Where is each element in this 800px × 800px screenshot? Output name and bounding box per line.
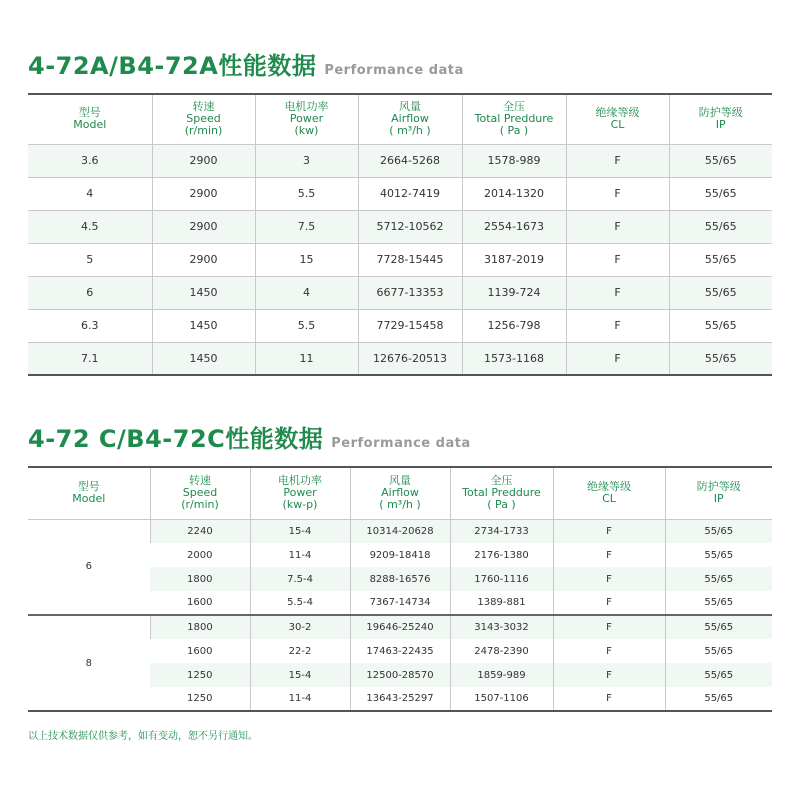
table-cell: 4 <box>28 177 152 210</box>
table-cell: 2000 <box>187 549 213 561</box>
column-header-en: Total Preddure <box>462 486 541 500</box>
table-cell: 12500-28570 <box>350 663 450 687</box>
table-cell: F <box>553 591 665 615</box>
table-cell: 7.1 <box>28 342 152 375</box>
table-cell: 55/65 <box>665 663 772 687</box>
table-cell: F <box>566 276 669 309</box>
table-cell: 55/65 <box>669 243 772 276</box>
table-cell: F <box>566 177 669 210</box>
column-header-en: CL <box>602 492 616 506</box>
table-cell: 55/65 <box>669 276 772 309</box>
column-header-cn: 型号 <box>78 106 101 120</box>
column-header-unit: ( Pa ) <box>499 124 529 138</box>
table-row <box>28 519 772 543</box>
table-cell: 5.5 <box>255 177 358 210</box>
table-cell: 15 <box>255 243 358 276</box>
table-header-row <box>28 467 772 519</box>
column-header <box>553 467 665 519</box>
section1-title <box>28 46 464 81</box>
table-cell: 1800 <box>150 615 250 639</box>
section2-title <box>28 419 471 454</box>
table-cell: 1450 <box>152 309 255 342</box>
column-header-unit: (r/min) <box>184 124 223 138</box>
table-cell: 2900 <box>152 177 255 210</box>
column-header-cn: 防护等级 <box>698 106 743 120</box>
column-header <box>350 467 450 519</box>
table-cell: 1389-881 <box>450 591 553 615</box>
table-cell: 7728-15445 <box>358 243 462 276</box>
column-header <box>566 94 669 144</box>
column-header-cn: 转速 <box>189 474 211 488</box>
column-header <box>28 467 150 519</box>
table-row <box>28 243 772 276</box>
table-cell: 1760-1116 <box>450 567 553 591</box>
table-cell: 12676-20513 <box>358 342 462 375</box>
table-cell: F <box>566 243 669 276</box>
table-cell: F <box>553 567 665 591</box>
table-cell: 3 <box>255 144 358 177</box>
table-cell: 9209-18418 <box>350 543 450 567</box>
table-cell: 1573-1168 <box>462 342 566 375</box>
table-cell: 13643-25297 <box>350 687 450 711</box>
table-cell: 22-2 <box>250 639 350 663</box>
column-header-en: CL <box>610 118 625 132</box>
table-cell: 2900 <box>152 210 255 243</box>
column-header-cn: 绝缘等级 <box>587 480 631 494</box>
column-header-cn: 全压 <box>490 474 513 488</box>
column-header-cn: 风量 <box>399 100 421 114</box>
column-header-en: Speed <box>182 486 218 500</box>
table-cell: 55/65 <box>669 309 772 342</box>
table-cell: 1600 <box>187 645 213 657</box>
disclaimer-note: 以上技术数据仅供参考，如有变动，恕不另行通知。 <box>28 731 258 742</box>
table-cell: 7.5 <box>255 210 358 243</box>
table-cell: F <box>553 519 665 543</box>
table-cell: 55/65 <box>665 687 772 711</box>
table-cell: 3143-3032 <box>450 615 553 639</box>
table-cell: F <box>553 543 665 567</box>
section2-main-title: 4-72 C/B4-72C性能数据 <box>28 425 324 453</box>
table-cell: 55/65 <box>665 615 772 639</box>
table-cell: 3.6 <box>28 144 152 177</box>
table-cell: F <box>566 342 669 375</box>
column-header-unit: (r/min) <box>181 498 219 512</box>
table-cell: 7729-15458 <box>358 309 462 342</box>
table-cell: 15-4 <box>250 519 350 543</box>
table-cell: F <box>553 615 665 639</box>
table-cell: 11-4 <box>250 543 350 567</box>
table-cell: 5.5-4 <box>250 591 350 615</box>
column-header-cn: 电机功率 <box>284 100 329 114</box>
column-header-unit: (kw) <box>294 124 319 138</box>
column-header <box>28 94 152 144</box>
table-cell: 8288-16576 <box>350 567 450 591</box>
table-cell: 5 <box>28 243 152 276</box>
table-cell: 2664-5268 <box>358 144 462 177</box>
column-header-en: Model <box>72 492 106 506</box>
table-cell: 1578-989 <box>462 144 566 177</box>
table-cell: 55/65 <box>665 639 772 663</box>
table-cell: 55/65 <box>665 591 772 615</box>
table-cell: 3187-2019 <box>462 243 566 276</box>
table-cell: 55/65 <box>669 210 772 243</box>
table-cell: 55/65 <box>665 519 772 543</box>
column-header-unit: ( m³/h ) <box>389 124 431 138</box>
table-cell: 4 <box>255 276 358 309</box>
performance-table-c <box>28 466 772 712</box>
table-cell: 1139-724 <box>462 276 566 309</box>
table-cell: 7367-14734 <box>350 591 450 615</box>
column-header <box>152 94 255 144</box>
performance-table-a <box>28 93 772 376</box>
table-cell: 1859-989 <box>450 663 553 687</box>
column-header-en: Speed <box>186 112 221 126</box>
table-cell: 55/65 <box>665 567 772 591</box>
table-header-row <box>28 94 772 144</box>
column-header <box>255 94 358 144</box>
table-cell: 2900 <box>152 243 255 276</box>
table-cell: 10314-20628 <box>350 519 450 543</box>
column-header <box>450 467 553 519</box>
column-header-unit: (kw-p) <box>282 498 318 512</box>
column-header-en: Model <box>73 118 107 132</box>
table-cell: 55/65 <box>665 543 772 567</box>
table-cell: 1250 <box>150 663 250 687</box>
column-header-cn: 风量 <box>389 474 411 488</box>
column-header-cn: 电机功率 <box>278 474 322 488</box>
table-cell: 2900 <box>152 144 255 177</box>
table-row <box>28 615 772 639</box>
table-row <box>28 309 772 342</box>
table-cell: 5712-10562 <box>358 210 462 243</box>
model-cell: 8 <box>28 615 150 711</box>
column-header-cn: 全压 <box>503 100 525 114</box>
table-cell: 55/65 <box>669 342 772 375</box>
table-cell: 6677-13353 <box>358 276 462 309</box>
table-cell: 1450 <box>152 276 255 309</box>
table-cell: F <box>553 687 665 711</box>
table-cell: 11 <box>255 342 358 375</box>
column-header <box>250 467 350 519</box>
table-cell: 11-4 <box>250 687 350 711</box>
table-row <box>28 276 772 309</box>
table-cell: 2014-1320 <box>462 177 566 210</box>
column-header <box>462 94 566 144</box>
column-header-cn: 防护等级 <box>696 480 741 494</box>
table-cell: 17463-22435 <box>350 639 450 663</box>
table-cell: F <box>553 639 665 663</box>
table-cell: 2554-1673 <box>462 210 566 243</box>
table-row <box>28 210 772 243</box>
section1-subtitle: Performance data <box>324 63 464 78</box>
table-row <box>28 342 772 375</box>
table-cell: 1256-798 <box>462 309 566 342</box>
column-header-en: IP <box>715 118 726 132</box>
column-header <box>150 467 250 519</box>
column-header-cn: 型号 <box>77 480 100 494</box>
table-row <box>28 144 772 177</box>
column-header-cn: 转速 <box>192 100 215 114</box>
table-cell: F <box>566 210 669 243</box>
table-cell: 55/65 <box>669 177 772 210</box>
table-cell: 19646-25240 <box>350 615 450 639</box>
column-header-en: Airflow <box>391 112 429 126</box>
column-header-en: IP <box>713 492 724 506</box>
column-header <box>669 94 772 144</box>
column-header-en: Total Preddure <box>474 112 554 126</box>
table-cell: 1507-1106 <box>450 687 553 711</box>
table-cell: F <box>553 663 665 687</box>
table-cell: 2240 <box>150 519 250 543</box>
table-cell: 2176-1380 <box>450 543 553 567</box>
column-header-en: Power <box>283 486 317 500</box>
column-header-unit: ( m³/h ) <box>379 498 421 512</box>
table-cell: 7.5-4 <box>250 567 350 591</box>
model-cell: 6 <box>28 519 150 615</box>
column-header-unit: ( Pa ) <box>487 498 516 512</box>
column-header <box>665 467 772 519</box>
table-cell: 1250 <box>187 693 213 704</box>
table-cell: 15-4 <box>250 663 350 687</box>
section2-subtitle: Performance data <box>331 436 471 451</box>
table-cell: 5.5 <box>255 309 358 342</box>
table-cell: 2478-2390 <box>450 639 553 663</box>
table-cell: 6.3 <box>28 309 152 342</box>
table-cell: 6 <box>28 276 152 309</box>
table-cell: 30-2 <box>250 615 350 639</box>
column-header <box>358 94 462 144</box>
table-cell: 1450 <box>152 342 255 375</box>
column-header-en: Airflow <box>381 486 419 500</box>
table-cell: 2734-1733 <box>450 519 553 543</box>
table-row <box>28 177 772 210</box>
section1-main-title: 4-72A/B4-72A性能数据 <box>28 52 317 80</box>
table-cell: 4.5 <box>28 210 152 243</box>
table-cell: 1800 <box>150 567 250 591</box>
table-cell: 55/65 <box>669 144 772 177</box>
table-cell: F <box>566 144 669 177</box>
table-cell: F <box>566 309 669 342</box>
column-header-cn: 绝缘等级 <box>595 106 640 120</box>
table-cell: 1600 <box>187 597 213 608</box>
table-cell: 4012-7419 <box>358 177 462 210</box>
column-header-en: Power <box>289 112 324 126</box>
